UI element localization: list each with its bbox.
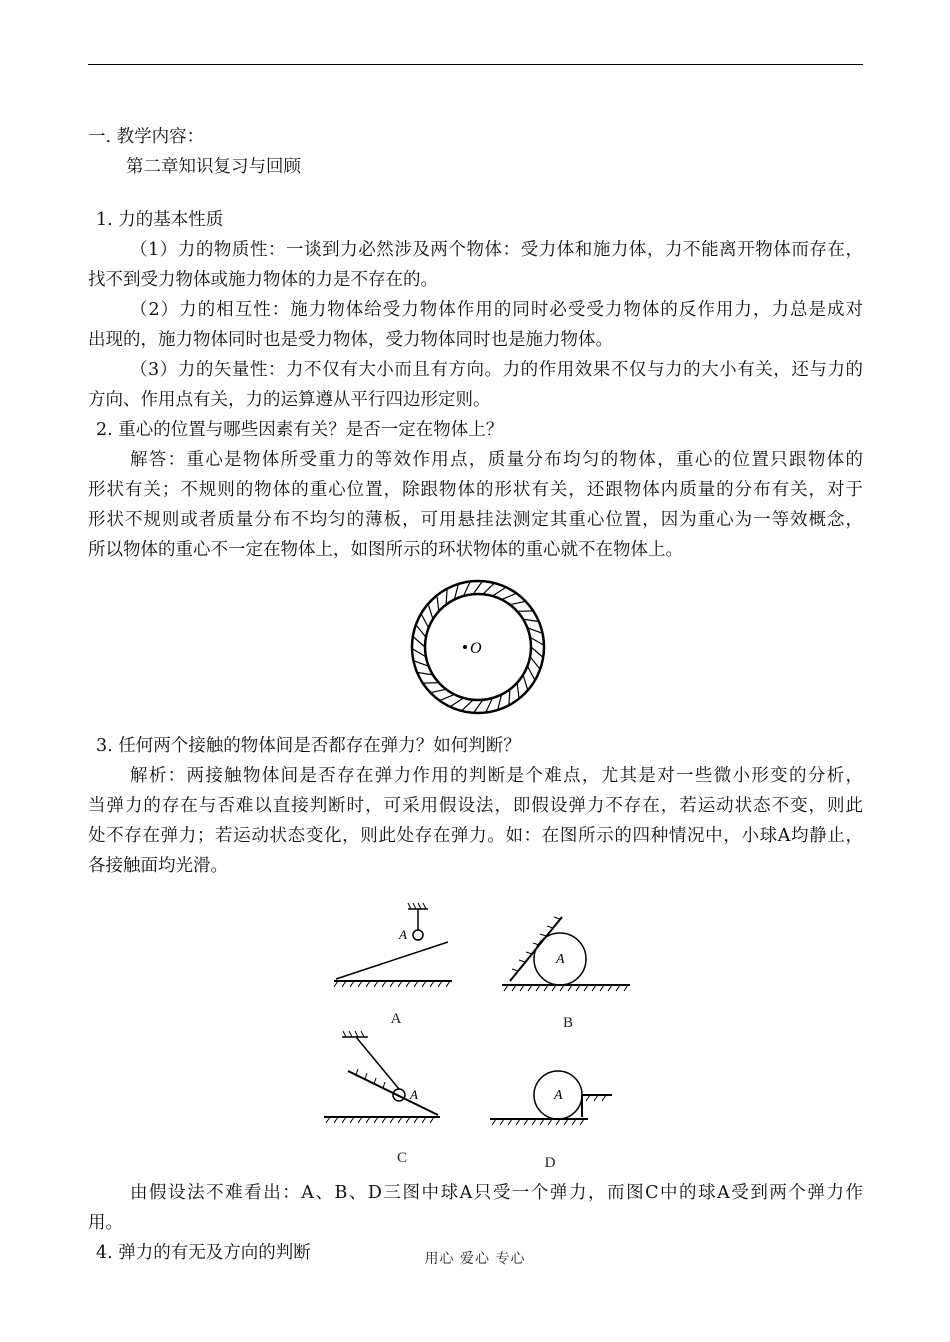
ring-hatch-line [450,698,463,707]
ball-label: A [410,1087,418,1102]
string [356,1037,399,1089]
incline-hatch [356,1069,385,1088]
figure-a [328,899,458,1034]
s2-title: 2. 重心的位置与哪些因素有关？是否一定在物体上？ [96,420,504,440]
s1-p1-line1: （1）力的物质性：一谈到力必然涉及两个物体：受力体和施力体，力不能离开物体而存在， [130,240,863,260]
ring-hatch-line [523,675,528,690]
ball-label: A [554,1088,563,1103]
ring-hatch-line [446,589,447,605]
caption-d: D [544,1155,556,1171]
s3-conclusion-line2: 用。 [88,1213,123,1233]
s1-p1-line2: 找不到受力物体或施力物体的力是不存在的。 [88,270,438,290]
s3-line4: 各接触面均光滑。 [88,856,228,876]
incline [336,942,448,979]
s3-line2: 当弹力的存在与否难以直接判断时，可采用假设法，即假设弹力不存在，若运动状态不变，则此 [88,796,863,816]
s1-p2-line2: 出现的，施力物体同时也是受力物体，受力物体同时也是施力物体。 [88,330,613,350]
caption-c: C [396,1150,408,1166]
ring-figure [403,577,553,717]
s2-line4: 所以物体的重心不一定在物体上，如图所示的环状物体的重心就不在物体上。 [88,540,683,560]
s1-p3-line2: 方向、作用点有关，力的运算遵从平行四边形定则。 [88,390,491,410]
ring-hatch-line [530,657,540,670]
ring-hatch-line [530,637,544,645]
ring-hatch-line [517,683,519,699]
ring-hatch-line [421,614,429,628]
ring-hatch-line [502,593,517,599]
ring-hatch-line [493,587,506,596]
s2-line2: 形状有关；不规则的物体的重心位置，除跟物体的形状有关，还跟物体内质量的分布有关，对于 [88,480,863,500]
ring-hatch-line [430,689,446,692]
ring-hatch-line [509,689,510,705]
ring-hatch-line [416,625,426,638]
ring-hatch-line [428,604,433,619]
ring-hatch-line [527,666,535,680]
ball-label: A [399,927,407,942]
page-footer: 用心 爱心 专心 [424,1251,526,1267]
ring-hatch-line [510,601,526,604]
center-dot [463,645,467,649]
s1-p3-line1: （3）力的矢量性：力不仅有大小而且有方向。力的作用效果不仅与力的大小有关，还与力的 [130,360,863,380]
ring-hatch-line [483,583,495,594]
ball-label: A [556,952,565,967]
ring-hatch-line [412,649,426,657]
s4-title: 4. 弹力的有无及方向的判断 [96,1243,311,1263]
ball [413,930,423,940]
s1-p2-line1: （2）力的相互性：施力物体给受力物体作用的同时必受受力物体的反作用力，力总是成对 [130,300,863,320]
s2-line3: 形状不规则或者质量分布不均匀的薄板，可用悬挂法测定其重心位置，因为重心为一等效概念， [88,510,863,530]
s3-title: 3. 任何两个接触的物体间是否都存在弹力？如何判断？ [96,736,521,756]
figure-c [320,1029,455,1174]
ring-hatch-line [462,700,474,711]
wall-hatch [512,917,560,971]
s2-line1: 解答：重心是物体所受重力的等效作用点，质量分布均匀的物体，重心的位置只跟物体的 [130,450,863,470]
elastic-force-figures [88,899,863,1174]
ring-hatch-line [531,647,543,658]
s3-line3: 处不存在弹力；若运动状态变化，则此处存在弹力。如：在图所示的四种情况中，小球A均静止， [88,826,863,846]
caption-a: A [390,1011,402,1027]
figure-b [496,899,641,1034]
chapter-title: 第二章知识复习与回顾 [126,157,301,177]
figure-d [486,1029,621,1174]
center-label: O [470,640,482,657]
ring-hatch-line [440,694,455,700]
ring-hatch-line [473,581,482,594]
ring-hatch-line [437,595,439,611]
caption-b: B [562,1015,574,1031]
header-rule [88,64,863,65]
s3-conclusion-line1: 由假设法不难看出：A、B、D三图中球A只受一个弹力，而图C中的球A受到两个弹力作 [130,1183,863,1203]
ring-hatch-line [474,700,483,713]
s3-line1: 解析：两接触物体间是否存在弹力作用的判断是个难点，尤其是对一些微小形变的分析， [130,766,863,786]
ring-hatch-line [413,636,425,647]
s1-title: 1. 力的基本性质 [96,210,224,230]
section-heading: 一. 教学内容： [88,127,205,147]
document-body [88,122,863,1268]
